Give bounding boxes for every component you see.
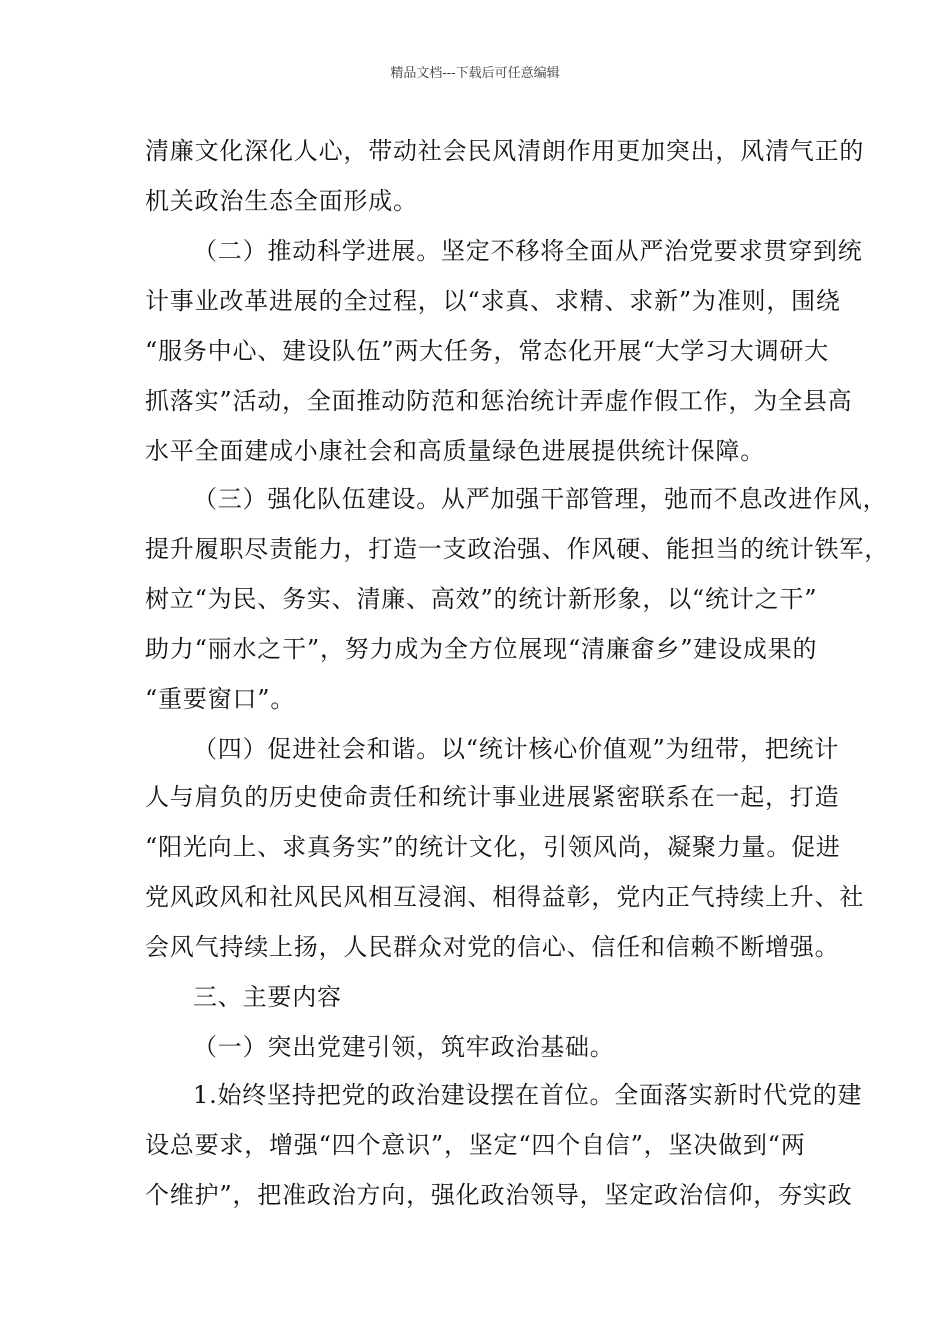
text-line: 提升履职尽责能力，打造一支政治强、作风硬、能担当的统计铁军， <box>145 535 889 563</box>
text-line: 机关政治生态全面形成。 <box>145 187 418 215</box>
text-line: 个维护”，把准政治方向，强化政治领导，坚定政治信仰，夯实政 <box>145 1181 853 1209</box>
text-line: 清廉文化深化人心，带动社会民风清朗作用更加突出，风清气正的 <box>145 137 865 165</box>
text-line: （三）强化队伍建设。从严加强干部管理，弛而不息改进作风， <box>193 485 888 513</box>
text-line: （四）促进社会和谐。以“统计核心价值观”为纽带，把统计 <box>193 735 840 763</box>
text-line: 水平全面建成小康社会和高质量绿色进展提供统计保障。 <box>145 437 765 465</box>
text-line: 设总要求，增强“四个意识”，坚定“四个自信”，坚决做到“两 <box>145 1131 806 1159</box>
text-line: “重要窗口”。 <box>145 685 296 713</box>
text-line: 助力“丽水之干”，努力成为全方位展现“清廉畲乡”建设成果的 <box>145 635 818 663</box>
text-line: 计事业改革进展的全过程，以“求真、求精、求新”为准则，围绕 <box>145 287 841 315</box>
section-heading: 三、主要内容 <box>193 983 342 1011</box>
text-line: 抓落实”活动，全面推动防范和惩治统计弄虚作假工作，为全县高 <box>145 387 853 415</box>
text-line: “服务中心、建设队伍”两大任务，常态化开展“大学习大调研大 <box>145 337 830 365</box>
page-header: 精品文档---下载后可任意编辑 <box>390 66 560 81</box>
text-line: 人与肩负的历史使命责任和统计事业进展紧密联系在一起，打造 <box>145 783 840 811</box>
text-line: 树立“为民、务实、清廉、高效”的统计新形象，以“统计之干” <box>145 585 818 613</box>
text-line: “阳光向上、求真务实”的统计文化，引领风尚，凝聚力量。促进 <box>145 833 841 861</box>
text-line: 党风政风和社风民风相互浸润、相得益彰，党内正气持续上升、社 <box>145 883 865 911</box>
text-line: （二）推动科学进展。坚定不移将全面从严治党要求贯穿到统 <box>193 237 863 265</box>
subsection-heading: （一）突出党建引领，筑牢政治基础。 <box>193 1033 615 1061</box>
text-line: 1.始终坚持把党的政治建设摆在首位。全面落实新时代党的建 <box>193 1081 863 1109</box>
text-line: 会风气持续上扬，人民群众对党的信心、信任和信赖不断增强。 <box>145 933 840 961</box>
